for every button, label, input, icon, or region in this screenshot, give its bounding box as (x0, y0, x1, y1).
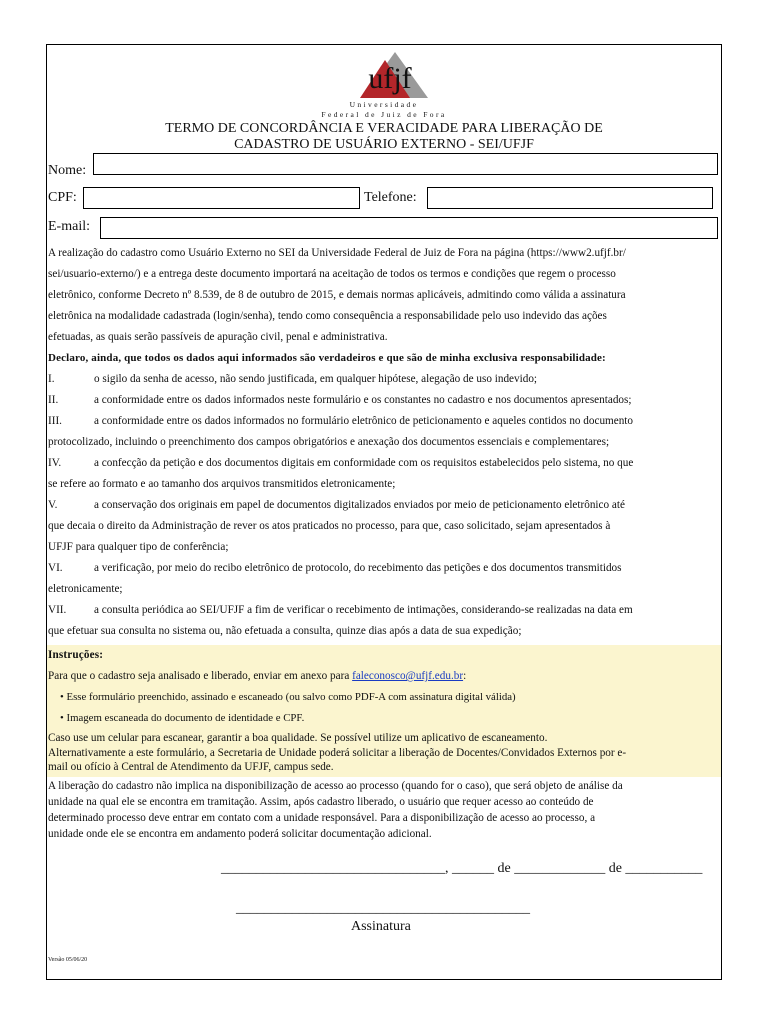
item-number: III. (48, 415, 62, 427)
item-number: V. (48, 499, 58, 511)
item-vi (48, 558, 718, 579)
item-iii-cont: protocolizado, incluindo o preenchimento dos campos obrigatórios e anexação dos documentos essenciais e complementares; (48, 436, 610, 448)
declaro-heading: Declaro, ainda, que todos os dados aqui informados são verdadeiros e que são de minha exclusiva responsabilidade: (48, 352, 606, 364)
date-line: ________________________________, ______ de _____________ de ___________ (221, 861, 703, 876)
item-number: IV. (48, 457, 62, 469)
instructions-send (48, 666, 718, 687)
intro-line: eletrônica na modalidade cadastrada (login/senha), tendo como consequência a responsabilidade pelo uso indevido das ações (48, 310, 607, 322)
cpf-field[interactable] (83, 187, 360, 209)
liberacao-text (48, 778, 718, 842)
item-iv-cont: se refere ao formato e ao tamanho dos arquivos transmitidos eletronicamente; (48, 478, 396, 490)
item-i (48, 369, 718, 390)
instructions-alternative: Alternativamente a este formulário, a Secretaria de Unidade poderá solicitar a liberação de Docentes/Convidados Externos por e- (48, 746, 627, 759)
instructions-title: Instruções: (48, 649, 104, 661)
version-text: Versão 05/06/20 (48, 957, 88, 963)
email-field[interactable] (100, 217, 718, 239)
email-label: E-mail: (48, 219, 90, 234)
item-vii (48, 600, 718, 621)
liberacao-line: determinado processo deve entrar em contato com a unidade responsável. Para a disponibilização de acesso ao processo, a (48, 812, 596, 824)
intro-line: sei/usuario-externo/) e a entrega deste documento importará na aceitação de todos os termos e condições que regem o processo (48, 268, 616, 280)
item-number: I. (48, 373, 55, 385)
item-v-cont: que decaia o direito da Administração de rever os atos praticados no processo, para que, caso solicitado, sejam apresentados à (48, 520, 611, 532)
logo-text: ufjf (368, 62, 412, 95)
item-number: VII. (48, 604, 67, 616)
intro-line: eletrônico, conforme Decreto nº 8.539, de 8 de outubro de 2015, e demais normas aplicáveis, admitindo como válida a assinatura (48, 289, 626, 301)
item-text: a conservação dos originais em papel de documentos digitalizados enviados por meio de peticionamento eletrônico até (94, 499, 625, 511)
signature-line: __________________________________________ (236, 901, 530, 916)
university-name-line1: Universidade (349, 100, 419, 109)
item-v-cont: UFJF para qualquer tipo de conferência; (48, 541, 229, 553)
email-link[interactable]: faleconosco@ufjf.edu.br (352, 670, 464, 682)
nome-field[interactable] (93, 153, 718, 175)
instructions-celular: Caso use um celular para escanear, garantir a boa qualidade. Se possível utilize um aplicativo de escaneamento. (48, 732, 548, 744)
instructions-bullet: • Esse formulário preenchido, assinado e escaneado (ou salvo como PDF-A com assinatura digital válida) (60, 691, 516, 703)
terms-text (48, 243, 718, 642)
cpf-label: CPF: (48, 190, 77, 205)
item-iv (48, 453, 718, 474)
item-text: a verificação, por meio do recibo eletrônico de protocolo, do recebimento das petições e dos documentos transmitidos (94, 562, 622, 574)
item-text: o sigilo da senha de acesso, não sendo justificada, em qualquer hipótese, alegação de uso indevido; (94, 373, 538, 385)
intro-line: efetuadas, as quais serão passíveis de apuração civil, penal e administrativa. (48, 331, 388, 343)
item-number: VI. (48, 562, 63, 574)
page-title-line1: TERMO DE CONCORDÂNCIA E VERACIDADE PARA LIBERAÇÃO DE (165, 121, 603, 136)
signature-label: Assinatura (351, 919, 411, 934)
intro-line: A realização do cadastro como Usuário Externo no SEI da Universidade Federal de Juiz de Fora na página (https://www2.ufjf.br/ (48, 247, 626, 259)
item-vi-cont: eletronicamente; (48, 583, 123, 595)
send-prefix: Para que o cadastro seja analisado e liberado, enviar em anexo para (48, 670, 353, 682)
item-text: a conformidade entre os dados informados neste formulário e os constantes no cadastro e nos documentos apresentados; (94, 394, 632, 406)
instructions-alternative: mail ou ofício à Central de Atendimento da UFJF, campus sede. (48, 761, 334, 773)
university-name-line2: Federal de Juiz de Fora (321, 110, 447, 119)
instructions-bullet: • Imagem escaneada do documento de identidade e CPF. (60, 712, 305, 724)
liberacao-line: unidade na qual ele se encontra em tramitação. Assim, após cadastro liberado, o usuário que requer acesso ao conteúdo de (48, 796, 594, 808)
item-ii (48, 390, 718, 411)
send-suffix: : (463, 670, 467, 682)
nome-label: Nome: (48, 163, 87, 178)
liberacao-line: A liberação do cadastro não implica na disponibilização de acesso ao processo (quando for o caso), que será objeto de análise da (48, 780, 623, 792)
page-title-line2: CADASTRO DE USUÁRIO EXTERNO - SEI/UFJF (234, 137, 534, 152)
liberacao-line: unidade onde ele se encontra em andamento poderá solicitar documentação adicional. (48, 828, 432, 840)
telefone-field[interactable] (427, 187, 713, 209)
instructions-text (48, 645, 718, 775)
item-text: a confecção da petição e dos documentos digitais em conformidade com os requisitos estabelecidos pelo sistema, no que (94, 457, 634, 469)
item-text: a consulta periódica ao SEI/UFJF a fim de verificar o recebimento de intimações, considerando-se realizadas na data em (94, 604, 633, 616)
item-iii (48, 411, 718, 432)
item-vii-cont: que efetuar sua consulta no sistema ou, não efetuada a consulta, quinze dias após a data de sua expedição; (48, 625, 522, 637)
item-number: II. (48, 394, 59, 406)
item-text: a conformidade entre os dados informados no formulário eletrônico de peticionamento e aqueles contidos no documento (94, 415, 634, 427)
item-v (48, 495, 718, 516)
telefone-label: Telefone: (364, 190, 417, 205)
